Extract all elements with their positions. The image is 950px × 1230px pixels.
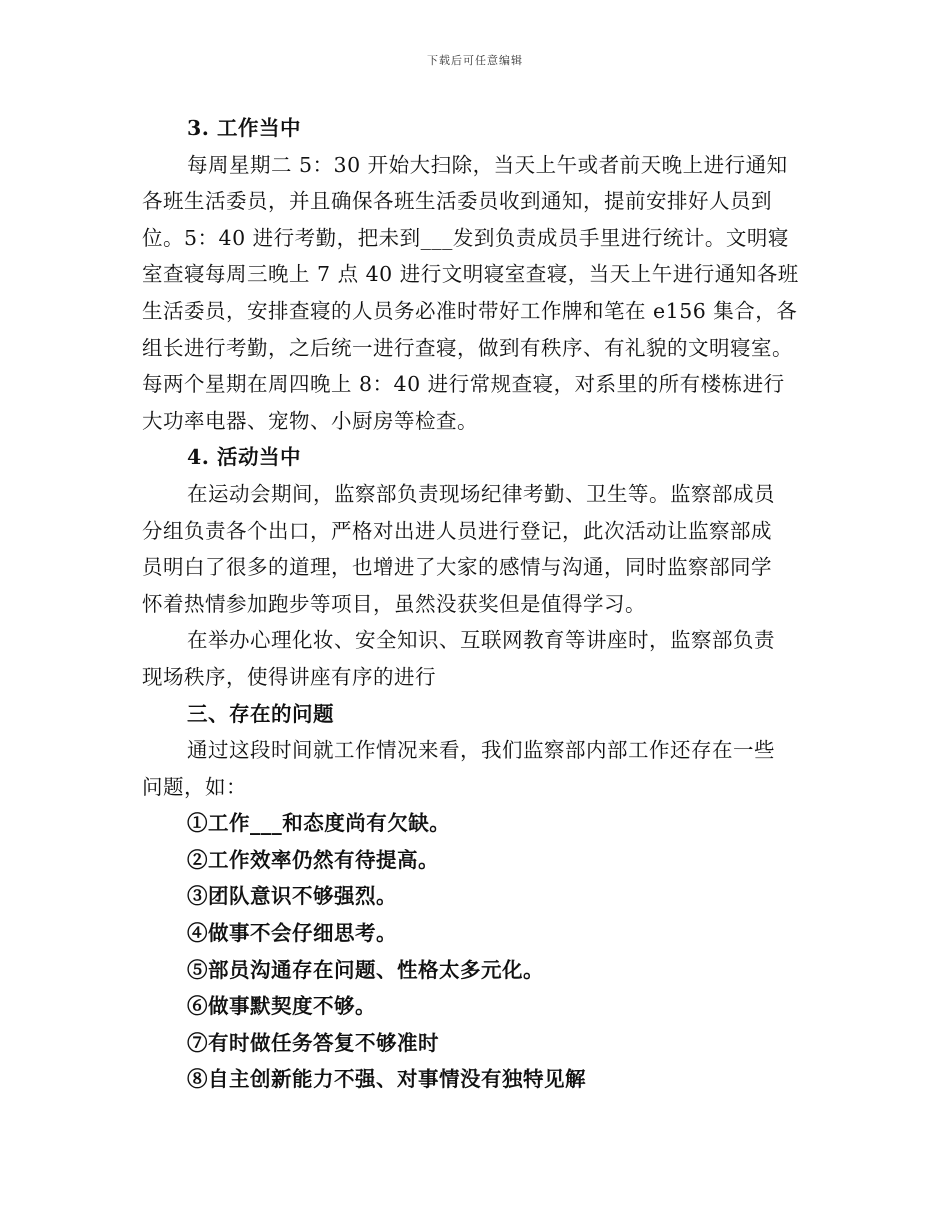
paragraph-line: 在运动会期间，监察部负责现场纪律考勤、卫生等。监察部成员 bbox=[187, 481, 775, 506]
section-heading-work: 3. 工作当中 bbox=[187, 116, 302, 140]
problem-list-item: ①工作___和态度尚有欠缺。 bbox=[187, 811, 451, 836]
paragraph-line: 通过这段时间就工作情况来看，我们监察部内部工作还存在一些 bbox=[187, 738, 775, 763]
section-heading-activity: 4. 活动当中 bbox=[187, 445, 302, 470]
paragraph-line: 问题，如： bbox=[142, 774, 247, 799]
problem-list-item: ②工作效率仍然有待提高。 bbox=[187, 847, 439, 872]
problem-list-item: ⑦有时做任务答复不够准时 bbox=[187, 1030, 439, 1055]
section-heading-problems: 三、存在的问题 bbox=[187, 701, 334, 726]
problem-list-item: ④做事不会仔细思考。 bbox=[187, 921, 397, 946]
problem-list-item: ⑥做事默契度不够。 bbox=[187, 994, 376, 1019]
paragraph-line: 每周星期二 5：30 开始大扫除，当天上午或者前天晚上进行通知 bbox=[187, 152, 788, 177]
paragraph-line: 组长进行考勤，之后统一进行查寝，做到有秩序、有礼貌的文明寝室。 bbox=[142, 335, 793, 360]
paragraph-line: 在举办心理化妆、安全知识、互联网教育等讲座时，监察部负责 bbox=[187, 628, 775, 653]
problem-list-item: ③团队意识不够强烈。 bbox=[187, 884, 397, 909]
page-header: 下载后可任意编辑 bbox=[427, 54, 523, 67]
paragraph-line: 室查寝每周三晚上 7 点 40 进行文明寝室查寝，当天上午进行通知各班 bbox=[142, 262, 799, 287]
problem-list-item: ⑧自主创新能力不强、对事情没有独特见解 bbox=[187, 1067, 586, 1092]
paragraph-line: 员明白了很多的道理，也增进了大家的感情与沟通，同时监察部同学 bbox=[142, 555, 772, 580]
paragraph-line: 怀着热情参加跑步等项目，虽然没获奖但是值得学习。 bbox=[142, 591, 646, 616]
problem-list-item: ⑤部员沟通存在问题、性格太多元化。 bbox=[187, 957, 544, 982]
paragraph-line: 分组负责各个出口，严格对出进人员进行登记，此次活动让监察部成 bbox=[142, 518, 772, 543]
paragraph-line: 现场秩序，使得讲座有序的进行 bbox=[142, 664, 436, 689]
paragraph-line: 大功率电器、宠物、小厨房等检查。 bbox=[142, 408, 478, 433]
paragraph-line: 各班生活委员，并且确保各班生活委员收到通知，提前安排好人员到 bbox=[142, 189, 772, 214]
paragraph-line: 位。5：40 进行考勤，把未到___发到负责成员手里进行统计。文明寝 bbox=[142, 225, 789, 250]
document-body bbox=[142, 110, 822, 1098]
paragraph-line: 生活委员，安排查寝的人员务必准时带好工作牌和笔在 e156 集合，各 bbox=[142, 298, 798, 323]
paragraph-line: 每两个星期在周四晚上 8：40 进行常规查寝，对系里的所有楼栋进行 bbox=[142, 372, 785, 397]
